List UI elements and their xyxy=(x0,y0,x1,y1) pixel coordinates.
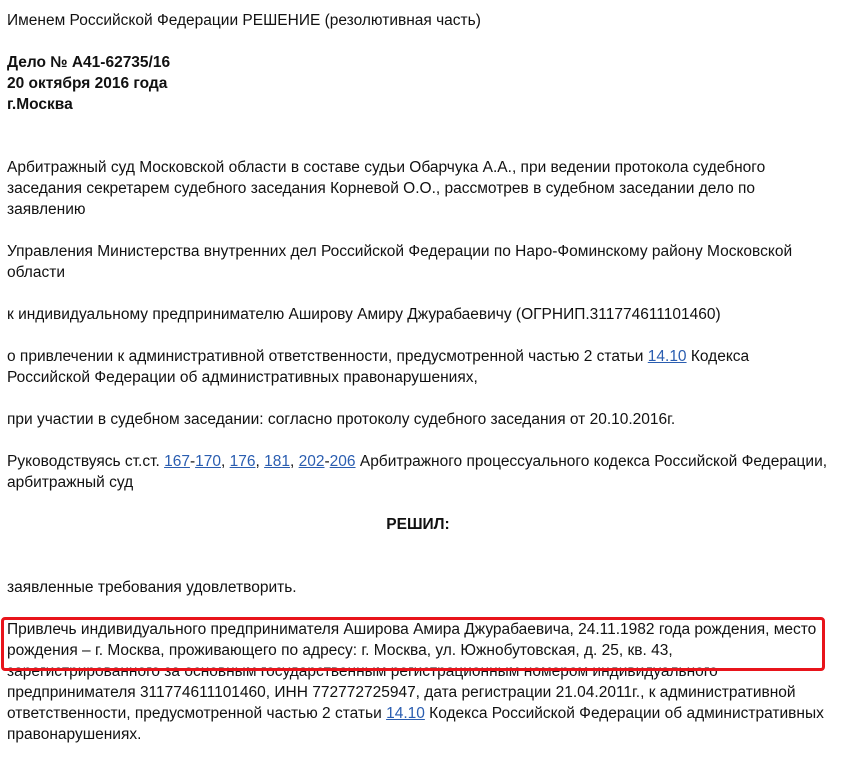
subject-text-post: Кодекса Российской Федерации об административных правонарушениях, xyxy=(7,348,750,386)
law-link-167[interactable]: 167 xyxy=(164,453,190,470)
law-link-14-10[interactable]: 14.10 xyxy=(647,348,687,365)
paragraph-satisfy: заявленные требования удовлетворить. xyxy=(7,579,297,596)
law-link-14-10-final[interactable]: 14.10 xyxy=(386,705,425,722)
decision-city: г.Москва xyxy=(7,96,73,113)
final-text-post: Кодекса Российской Федерации об административных правонарушениях. xyxy=(7,705,824,743)
guided-text-post: Арбитражного процессуального кодекса Российской Федерации, арбитражный суд xyxy=(7,453,828,491)
final-text-pre: Привлечь индивидуального предпринимателя Аширова Амира Джурабаевича, 24.11.1982 года рождения, место рождения – г. Москва, проживающего по адресу: г. Москва, ул. Южнобутовская, д. 25, кв. 43, зарегистрированного за основным государственным регистрационным номером индивидуального предпринимателя 311774611101460, ИНН 772772725947, дата регистрации 21.04.2011г., к административной ответственности, предусмотренной частью 2 статьи xyxy=(7,621,817,722)
guided-text-pre: Руководствуясь ст.ст. xyxy=(7,453,165,470)
decided-heading: РЕШИЛ: xyxy=(386,516,450,533)
paragraph-subject xyxy=(7,346,829,388)
paragraph-guided: Руководствуясь ст.ст. 167-170, 176, 181, 202-206 Арбитражного процессуального кодекса Российской Федерации, арбитражный суд xyxy=(7,453,828,491)
law-link-176[interactable]: 176 xyxy=(229,453,256,470)
case-info xyxy=(7,52,829,115)
paragraph-defendant: к индивидуальному предпринимателю Аширову Амиру Джурабаевичу (ОГРНИП.311774611101460) xyxy=(7,306,721,323)
paragraph-participation: при участии в судебном заседании: согласно протоколу судебного заседания от 20.10.2016г. xyxy=(7,411,676,428)
law-link-170[interactable]: 170 xyxy=(195,453,221,470)
highlight-box xyxy=(1,617,825,671)
paragraph-applicant: Управления Министерства внутренних дел Российской Федерации по Наро-Фоминскому району Московской области xyxy=(7,243,793,281)
paragraph-court: Арбитражный суд Московской области в составе судьи Обарчука А.А., при ведении протокола судебного заседания секретарем судебного заседания Корневой О.О., рассмотрев в судебном заседании дело по заявлению xyxy=(7,159,766,218)
subject-text-pre: о привлечении к административной ответственности, предусмотренной частью 2 статьи xyxy=(7,348,648,365)
law-link-202[interactable]: 202 xyxy=(298,453,325,470)
law-link-181[interactable]: 181 xyxy=(264,453,290,470)
case-number: Дело № А41-62735/16 xyxy=(7,54,171,71)
document-heading: Именем Российской Федерации РЕШЕНИЕ (резолютивная часть) xyxy=(7,12,481,29)
law-link-206[interactable]: 206 xyxy=(329,453,356,470)
decision-date: 20 октября 2016 года xyxy=(7,75,168,92)
